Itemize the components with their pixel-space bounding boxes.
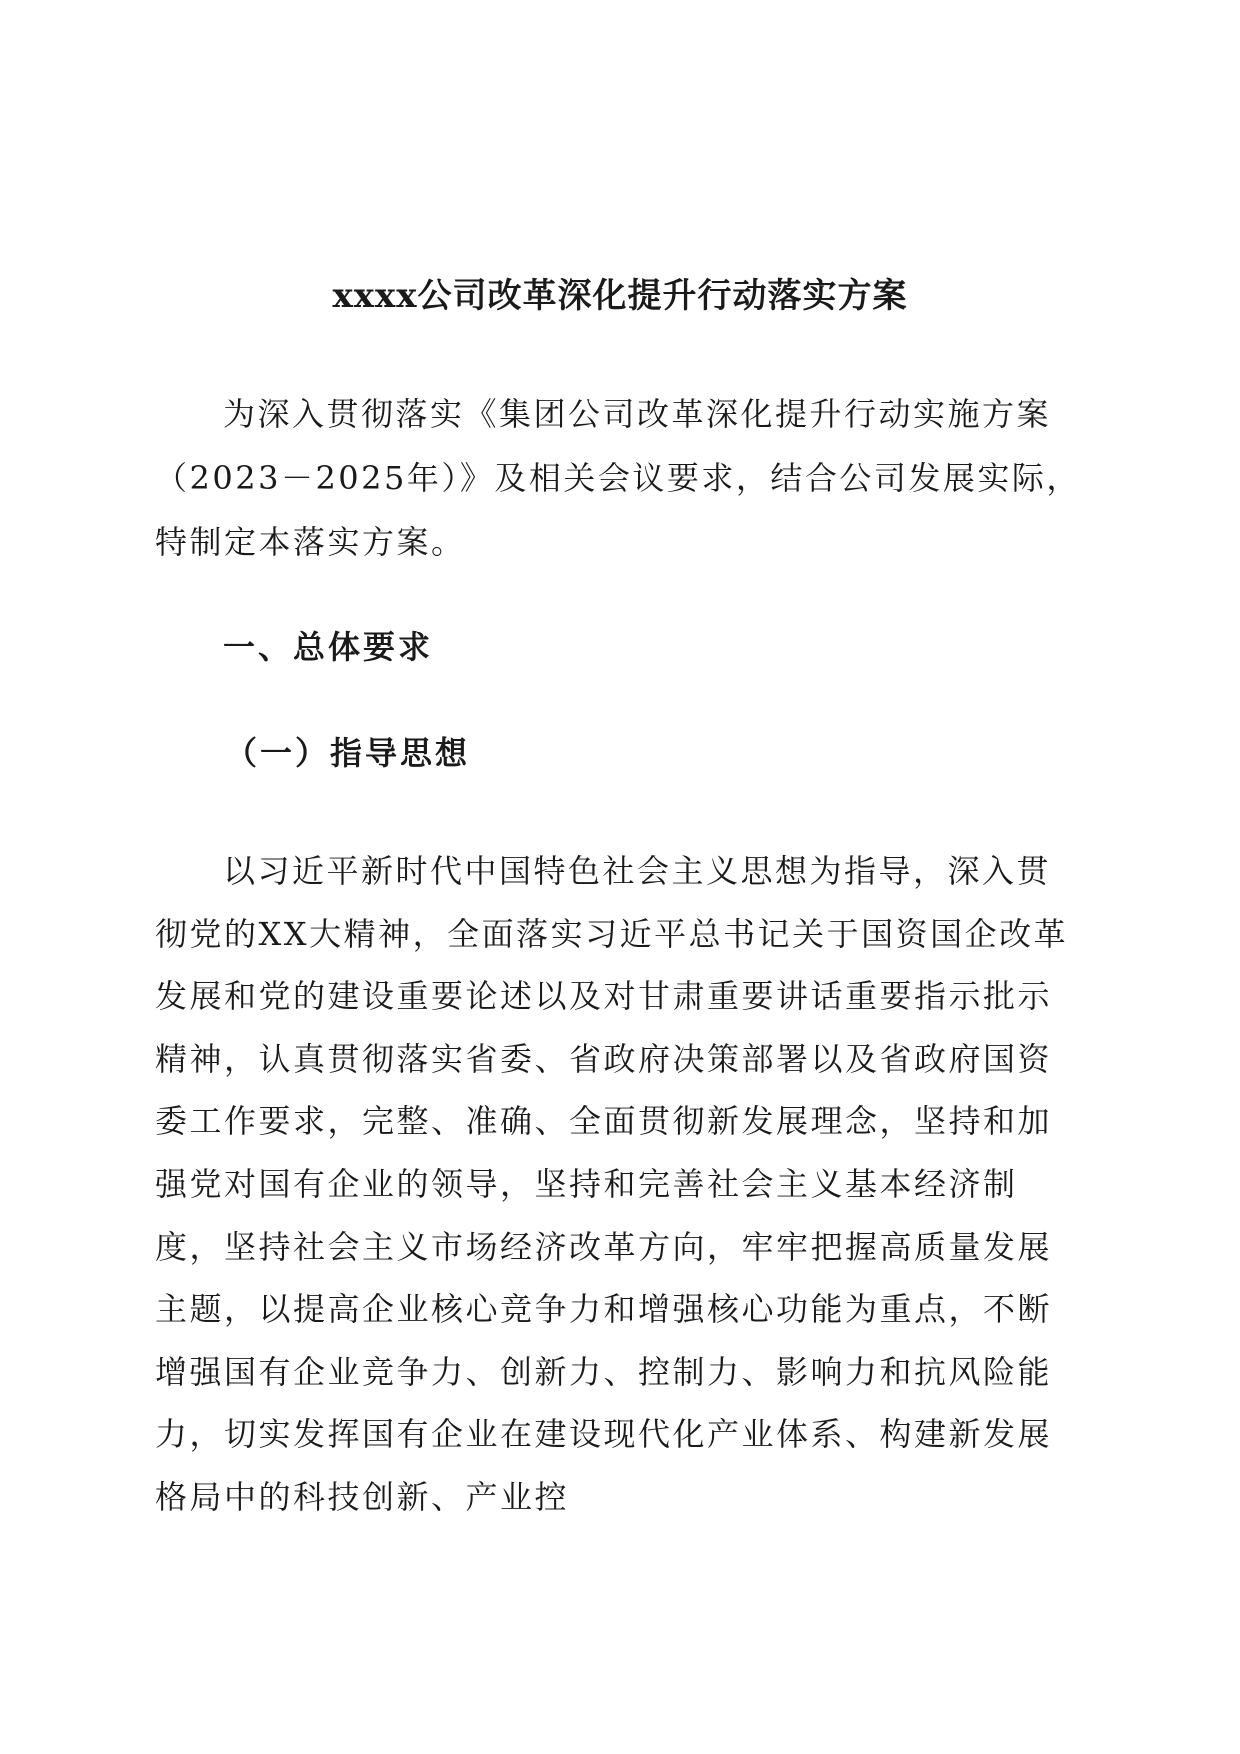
intro-paragraph: 为深入贯彻落实《集团公司改革深化提升行动实施方案（2023－2025年）》及相关会议要求，结合公司发展实际，特制定本落实方案。	[155, 395, 1081, 561]
subsection-heading-guiding-thought: （一）指导思想	[225, 734, 471, 772]
guiding-thought-paragraph: 以习近平新时代中国特色社会主义思想为指导，深入贯彻党的XX大精神，全面落实习近平总书记关于国资国企改革发展和党的建设重要论述以及对甘肃重要讲话重要指示批示精神，认真贯彻落实省委、省政府决策部署以及省政府国资委工作要求，完整、准确、全面贯彻新发展理念，坚持和加强党对国有企业的领导，坚持和完善社会主义基本经济制度，坚持社会主义市场经济改革方向，牢牢把握高质量发展主题，以提高企业核心竞争力和增强核心功能为重点，不断增强国有企业竞争力、创新力、控制力、影响力和抗风险能力，切实发挥国有企业在建设现代化产业体系、构建新发展格局中的科技创新、产业控	[155, 852, 1069, 1516]
section-heading-general-requirements: 一、总体要求	[223, 628, 434, 666]
document-title: xxxx公司改革深化提升行动落实方案	[332, 276, 908, 316]
